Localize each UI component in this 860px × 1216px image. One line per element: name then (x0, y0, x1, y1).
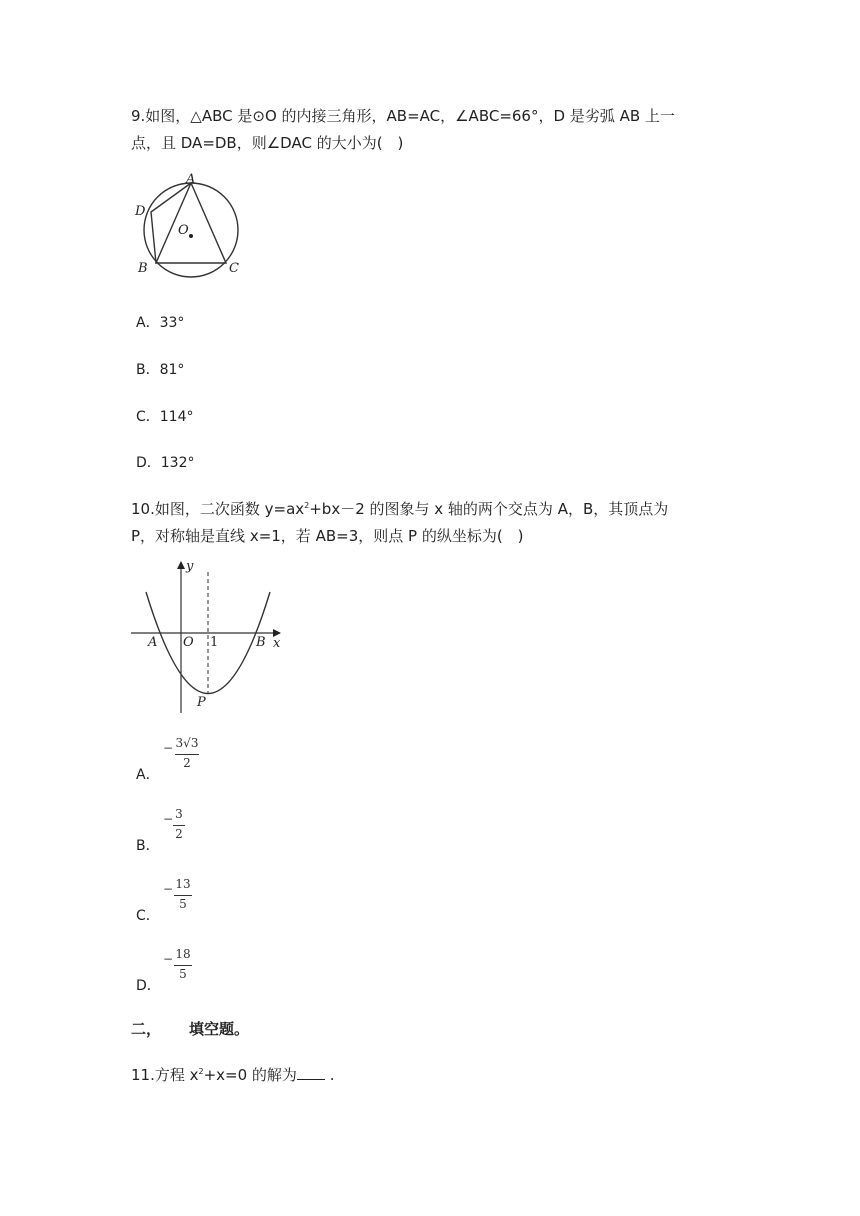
section-number: 二， (131, 1020, 162, 1038)
label-b: B (138, 261, 148, 276)
q11-exponent: 2 (198, 1067, 204, 1076)
numerator: 3 (175, 807, 183, 821)
q9-line1: 9.如图，△ABC 是⊙O 的内接三角形，AB=AC，∠ABC=66°，D 是劣弧 AB 上一 (131, 107, 675, 125)
label-o: O (183, 635, 194, 650)
label-one: 1 (210, 635, 219, 650)
q11-text-rest: +x=0 的解为 (203, 1066, 297, 1084)
section-title: 填空题。 (189, 1020, 250, 1038)
minus-sign: − (163, 882, 174, 896)
label-x: x (273, 636, 281, 651)
q9-stem (131, 103, 675, 157)
minus-sign: − (163, 812, 174, 826)
q10-option-c-letter: C． (136, 908, 160, 924)
q10-parabola-figure (128, 558, 288, 716)
q10-line2: P，对称轴是直线 x=1，若 AB=3，则点 P 的纵坐标为( ) (131, 527, 524, 545)
q9-option-d: D．132° (136, 455, 195, 471)
q10-option-a-letter: A． (136, 767, 160, 783)
q9-line2: 点，且 DA=DB，则∠DAC 的大小为( ) (131, 134, 404, 152)
label-a: A (186, 172, 196, 187)
q9-option-b: B．81° (136, 362, 185, 378)
fraction-bar (174, 965, 192, 966)
triangle-abc (156, 183, 226, 263)
section-heading (131, 1016, 249, 1043)
q10-exponent: 2 (304, 501, 310, 510)
q10-option-b-letter: B． (136, 838, 160, 854)
q11-end: . (329, 1066, 335, 1084)
q9-option-a: A．33° (136, 315, 185, 331)
q9-option-c: C．114° (136, 409, 194, 425)
q9-circle-figure (130, 172, 255, 282)
minus-sign: − (163, 741, 174, 755)
numerator: 18 (175, 947, 191, 961)
q10-option-c-fraction (163, 877, 193, 919)
fraction-bar (175, 754, 199, 755)
minus-sign: − (163, 952, 174, 966)
q10-line1-text: 10.如图，二次函数 y=ax (131, 500, 305, 518)
denominator: 5 (179, 897, 187, 911)
q11-stem (131, 1058, 335, 1089)
q10-option-a-fraction (163, 736, 199, 778)
numerator: 3√3 (175, 736, 199, 750)
denominator: 2 (183, 756, 191, 770)
q10-stem (131, 492, 668, 550)
label-c: C (229, 261, 239, 276)
q10-option-b-fraction (163, 807, 187, 849)
fraction-bar (174, 895, 192, 896)
fraction-bar (173, 825, 185, 826)
label-b: B (256, 635, 266, 650)
denominator: 5 (179, 967, 187, 981)
q10-option-d-letter: D． (136, 978, 161, 994)
label-d: D (135, 204, 146, 219)
answer-blank[interactable] (297, 1065, 325, 1080)
label-a: A (148, 635, 158, 650)
label-o: O (178, 223, 189, 238)
q10-line1-rest: +bx－2 的图象与 x 轴的两个交点为 A，B，其顶点为 (309, 500, 669, 518)
q10-line1 (131, 492, 668, 523)
center-point (189, 234, 193, 238)
label-p: P (197, 695, 206, 710)
label-y: y (186, 559, 194, 574)
denominator: 2 (175, 827, 183, 841)
q10-option-d-fraction (163, 947, 193, 989)
q11-text: 11.方程 x (131, 1066, 199, 1084)
numerator: 13 (175, 877, 191, 891)
